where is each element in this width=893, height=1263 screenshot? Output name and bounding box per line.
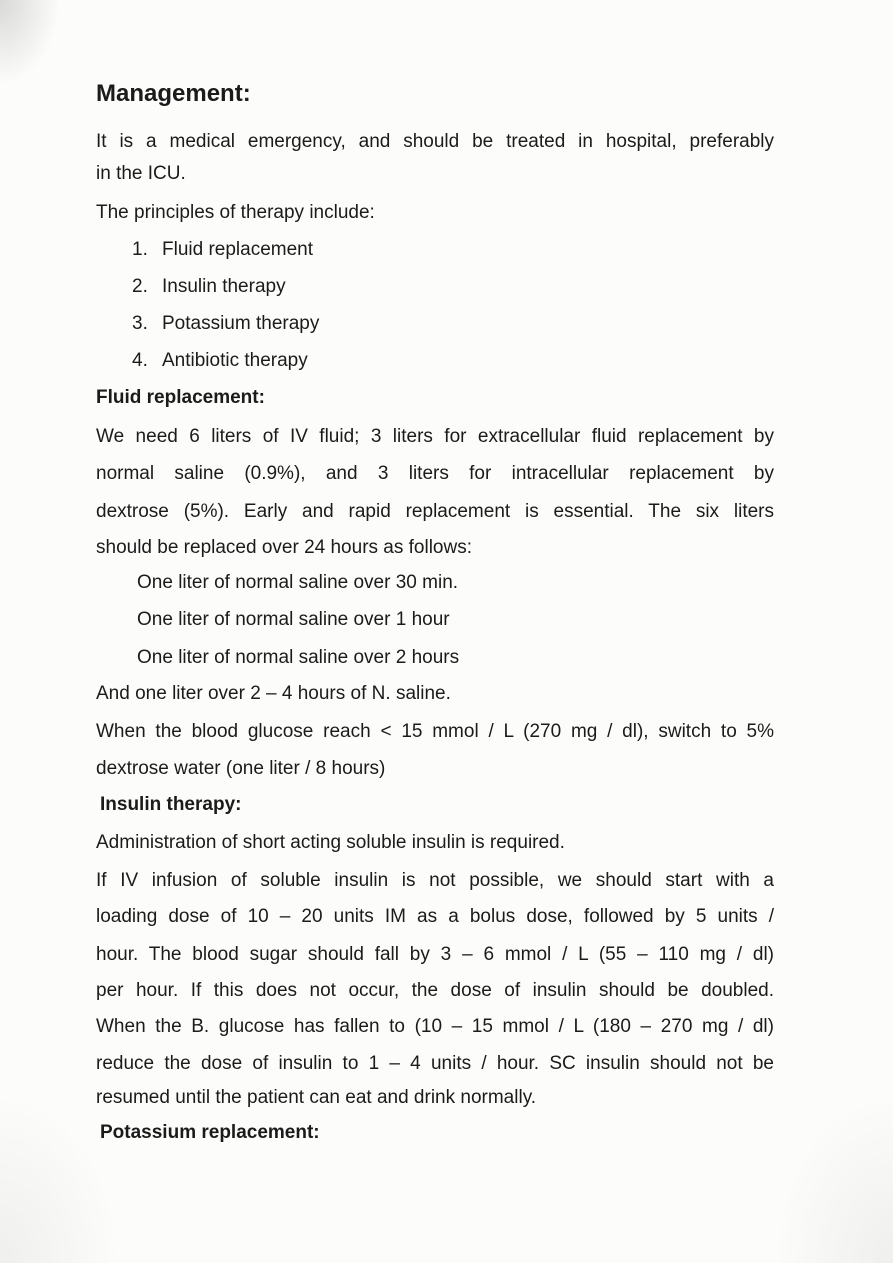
principle-number: 2. [132,276,148,297]
intro-line-2: in the ICU. [96,163,186,184]
principle-text: Antibiotic therapy [162,350,308,371]
principle-item-3 [132,313,319,335]
fluid-schedule-item-2: One liter of normal saline over 1 hour [137,609,450,630]
insulin-para-line-7: resumed until the patient can eat and drink normally. [96,1087,537,1108]
fluid-last-liter: And one liter over 2 – 4 hours of N. saline. [96,683,451,704]
fluid-para-line-4: should be replaced over 24 hours as follows: [96,537,473,558]
glucose-line-2: dextrose water (one liter / 8 hours) [96,758,386,779]
fluid-para-line-3: dextrose (5%). Early and rapid replacement is essential. The six liters [96,501,774,522]
glucose-line-1: When the blood glucose reach < 15 mmol / L (270 mg / dl), switch to 5% [96,721,774,742]
insulin-line-1: Administration of short acting soluble insulin is required. [96,832,565,853]
principle-text: Insulin therapy [162,276,286,297]
fluid-schedule-item-3: One liter of normal saline over 2 hours [137,647,460,668]
insulin-para-line-1: If IV infusion of soluble insulin is not possible, we should start with a [96,870,774,891]
principles-lead: The principles of therapy include: [96,202,375,223]
insulin-para-line-6: reduce the dose of insulin to 1 – 4 units / hour. SC insulin should not be [96,1053,774,1074]
principle-item-2 [132,276,286,298]
section-title-management: Management: [96,80,251,107]
principle-number: 1. [132,239,148,260]
insulin-para-line-3: hour. The blood sugar should fall by 3 – 6 mmol / L (55 – 110 mg / dl) [96,944,774,965]
principle-item-4 [132,350,308,372]
insulin-para-line-5: When the B. glucose has fallen to (10 – 15 mmol / L (180 – 270 mg / dl) [96,1016,774,1037]
principle-number: 4. [132,350,148,371]
principle-text: Fluid replacement [162,239,314,260]
fluid-para-line-1: We need 6 liters of IV fluid; 3 liters for extracellular fluid replacement by [96,426,774,447]
fluid-para-line-2: normal saline (0.9%), and 3 liters for intracellular replacement by [96,463,774,484]
fluid-schedule-item-1: One liter of normal saline over 30 min. [137,572,459,593]
heading-fluid-replacement: Fluid replacement: [96,387,265,408]
principle-number: 3. [132,313,148,334]
principle-item-1 [132,239,313,261]
insulin-para-line-4: per hour. If this does not occur, the dose of insulin should be doubled. [96,980,774,1001]
heading-insulin-therapy: Insulin therapy: [100,794,242,815]
insulin-para-line-2: loading dose of 10 – 20 units IM as a bolus dose, followed by 5 units / [96,906,774,927]
heading-potassium-replacement: Potassium replacement: [100,1122,320,1143]
principle-text: Potassium therapy [162,313,320,334]
intro-line-1: It is a medical emergency, and should be treated in hospital, preferably [96,131,774,152]
